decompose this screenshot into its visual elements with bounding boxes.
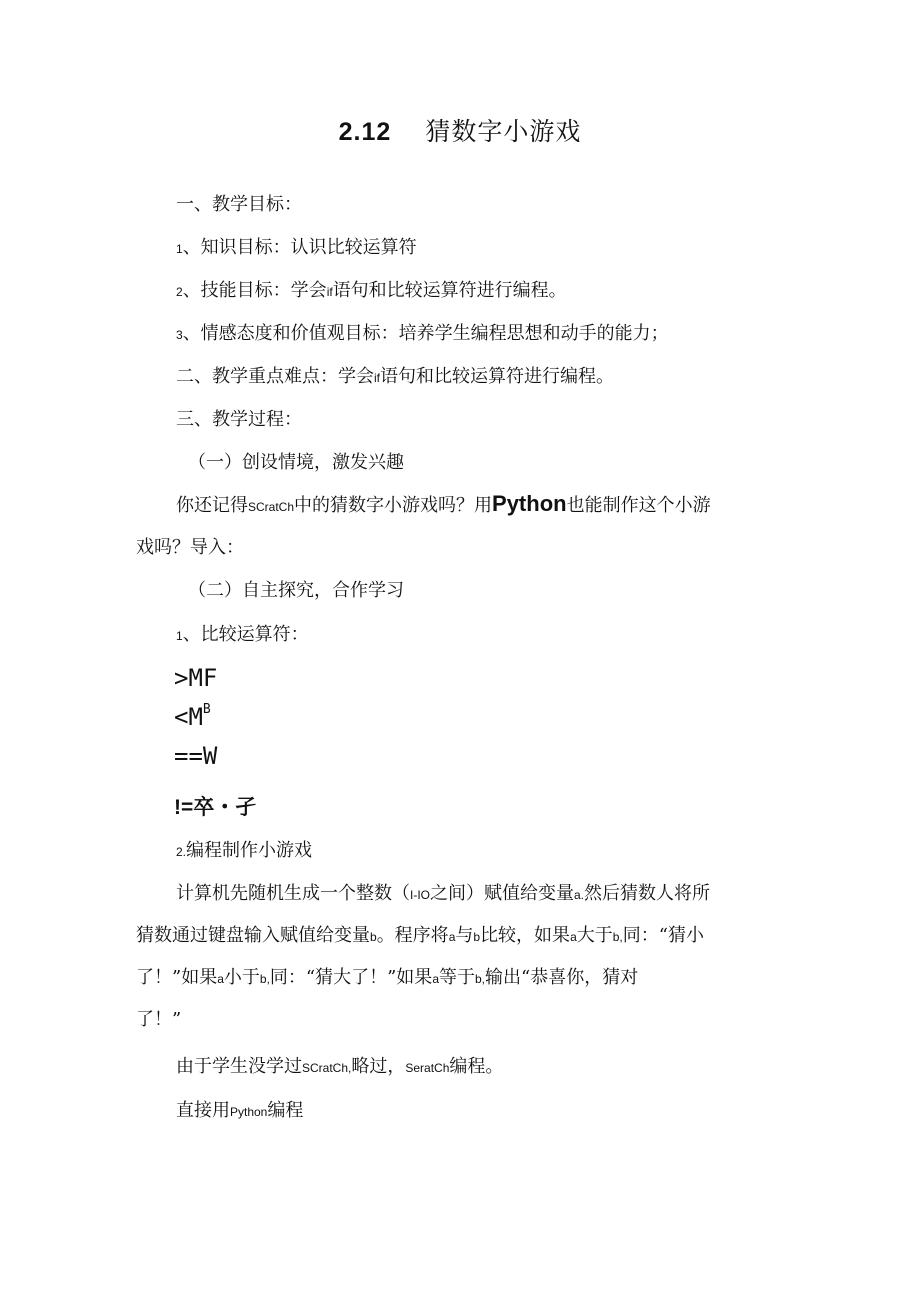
game-l3-var-b: b, xyxy=(259,972,270,986)
operator-equal: ==W xyxy=(174,742,218,770)
game-l2-var-b3: b, xyxy=(612,930,623,944)
game-heading-text: 编程制作小游戏 xyxy=(186,840,313,861)
intro-line-2: 戏吗？导入： xyxy=(136,537,244,558)
game-l3-var-b2: b, xyxy=(475,972,486,986)
game-line-1 xyxy=(176,879,710,905)
goal-1-text: 、知识目标：认识比较运算符 xyxy=(182,237,417,258)
compare-number: 1 xyxy=(176,629,183,643)
process-heading: 三、教学过程： xyxy=(176,409,302,430)
game-l2-e: 大于 xyxy=(576,925,613,946)
intro-python: Python xyxy=(492,491,567,516)
game-l2-var-b2: b xyxy=(473,930,481,944)
intro-c: 也能制作这个小游 xyxy=(566,495,711,516)
title-text: 猜数字小游戏 xyxy=(425,117,582,146)
compare-text: 、比较运算符： xyxy=(182,624,309,645)
operator-not-equal: !=卒・孑 xyxy=(174,796,257,819)
key-heading-b: 语句和比较运算符进行编程。 xyxy=(380,366,614,387)
game-l2-f: 同：“猜小 xyxy=(622,925,704,946)
game-l1-range: I-IO xyxy=(410,888,430,902)
goal-1 xyxy=(176,233,417,259)
game-l3-d: 等于 xyxy=(439,967,475,988)
title-number: 2.12 xyxy=(338,118,392,146)
note-b: 略过， xyxy=(351,1056,406,1077)
game-l2-var-a2: a xyxy=(570,930,577,944)
goal-2-if: if xyxy=(326,285,333,299)
game-l3-e: 输出“恭喜你，猜对 xyxy=(485,967,639,988)
step-1-heading: （一）创设情境，激发兴趣 xyxy=(188,452,404,473)
game-l2-var-b: b xyxy=(370,930,377,944)
game-l1-c: 然后猜数人将所 xyxy=(584,883,711,904)
direct-line xyxy=(176,1096,303,1122)
game-heading xyxy=(176,836,312,862)
goal-2-number: 2 xyxy=(176,285,183,299)
key-if: if xyxy=(374,371,380,385)
game-l2-var-a: a xyxy=(448,930,456,944)
operator-less xyxy=(174,702,211,731)
game-l1-a: 计算机先随机生成一个整数（ xyxy=(176,883,410,904)
game-l1-b: 之间）赋值给变量 xyxy=(430,883,574,904)
goal-2 xyxy=(176,276,567,302)
game-l2-b: 。程序将 xyxy=(376,925,449,946)
operator-less-main: <M xyxy=(174,703,203,731)
game-l2-d: 比较，如果 xyxy=(480,925,571,946)
intro-b: 中的猜数字小游戏吗？用 xyxy=(294,495,493,516)
game-l3-c: 同：“猜大了！”如果 xyxy=(269,967,433,988)
game-l2-a: 猜数通过键盘输入赋值给变量 xyxy=(136,925,370,946)
game-l3-var-a2: a xyxy=(432,972,439,986)
goals-heading: 一、教学目标： xyxy=(176,194,302,215)
goal-3-text: 、情感态度和价值观目标：培养学生编程思想和动手的能力； xyxy=(182,323,669,344)
direct-b: 编程 xyxy=(267,1100,304,1121)
note-scratch: SCratCh, xyxy=(302,1061,352,1075)
operator-greater: >MF xyxy=(174,664,218,692)
game-line-2 xyxy=(136,921,704,947)
game-l3-b: 小于 xyxy=(223,967,260,988)
game-l3-var-a: a xyxy=(217,972,224,986)
direct-a: 直接用 xyxy=(176,1100,230,1121)
goal-3 xyxy=(176,319,669,345)
game-line-4: 了！” xyxy=(136,1009,182,1030)
goal-2-text-a: 、技能目标：学会 xyxy=(182,280,327,301)
goal-3-number: 3 xyxy=(176,328,183,342)
goal-1-number: 1 xyxy=(176,242,183,256)
intro-line-1 xyxy=(176,491,711,517)
key-heading-a: 二、教学重点难点：学会 xyxy=(176,366,374,387)
intro-scratch: SCratCh xyxy=(248,500,295,514)
operator-less-sup: B xyxy=(202,702,211,717)
game-l1-var-a: a. xyxy=(574,888,585,902)
goal-2-text-b: 语句和比较运算符进行编程。 xyxy=(332,280,567,301)
note-c: 编程。 xyxy=(449,1056,504,1077)
game-l2-c: 与 xyxy=(455,925,474,946)
page-title xyxy=(0,112,920,148)
compare-heading xyxy=(176,620,309,646)
direct-python: Python xyxy=(230,1105,268,1119)
note-a: 由于学生没学过 xyxy=(176,1056,302,1077)
intro-a: 你还记得 xyxy=(176,495,248,516)
game-line-3 xyxy=(136,963,638,989)
key-points-heading xyxy=(176,362,614,388)
note-line xyxy=(176,1052,503,1078)
step-2-heading: （二）自主探究，合作学习 xyxy=(188,580,404,601)
note-serat: SeratCh xyxy=(405,1061,450,1075)
game-heading-number: 2. xyxy=(176,845,187,859)
game-l3-a: 了！”如果 xyxy=(136,967,218,988)
